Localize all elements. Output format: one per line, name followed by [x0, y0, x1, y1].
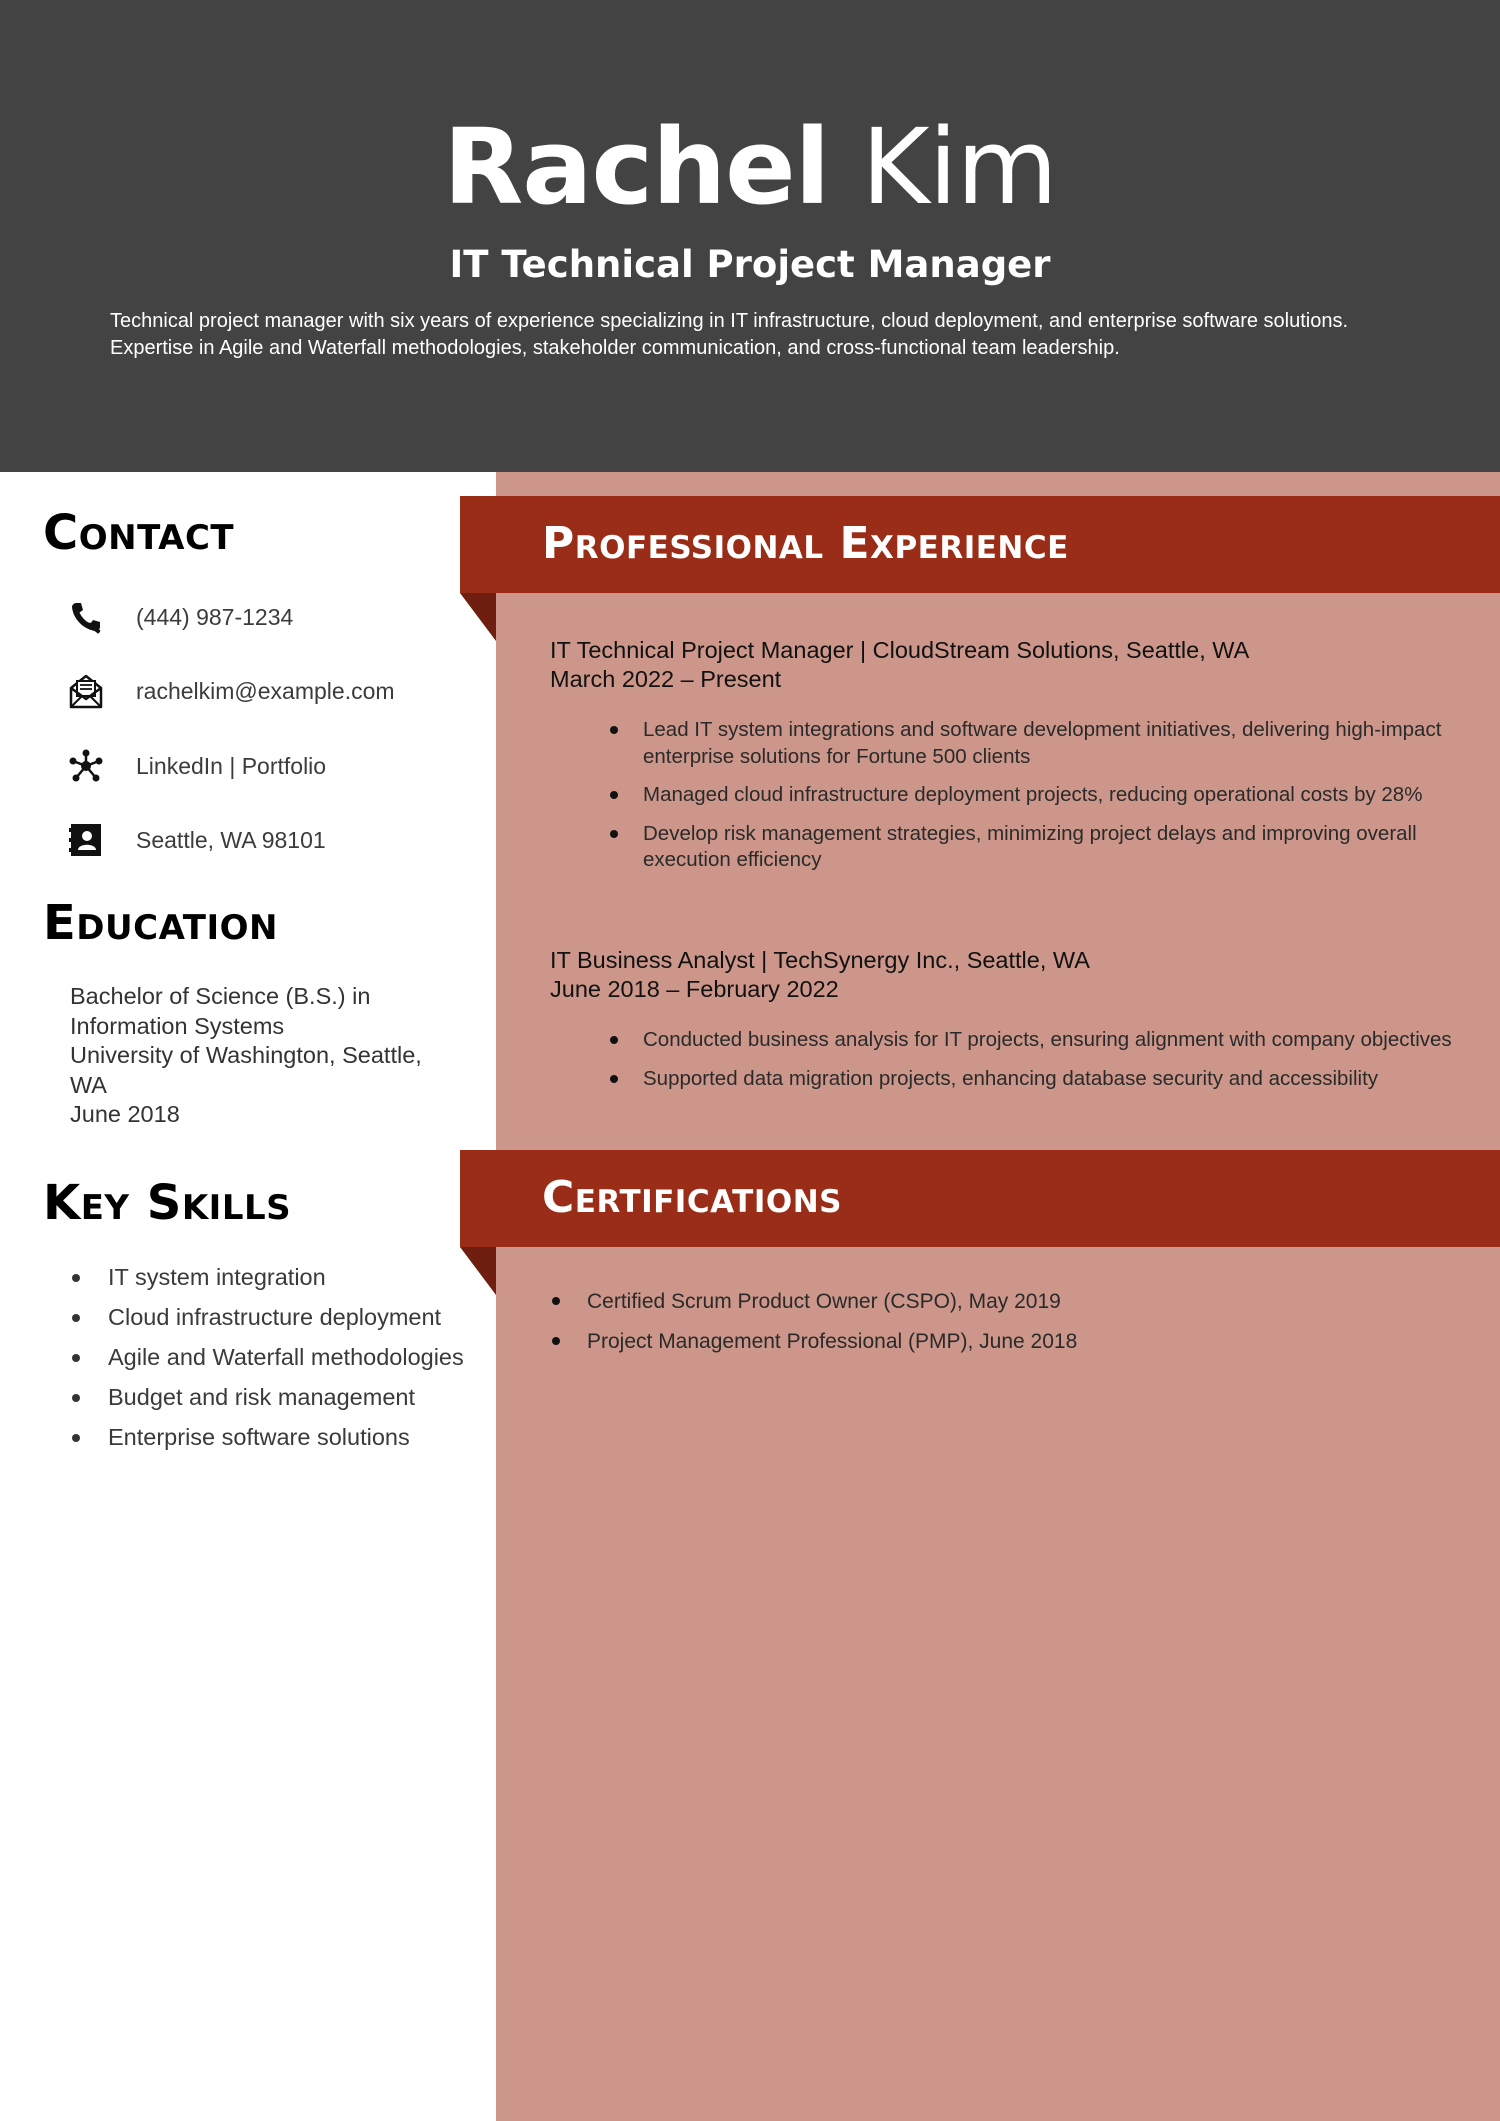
email-address: rachelkim@example.com [136, 677, 395, 704]
certifications-heading: Certifications [542, 1172, 842, 1223]
degree-line-1: Bachelor of Science (B.S.) in [70, 983, 371, 1009]
resume-header [0, 0, 1500, 472]
list-item: Budget and risk management [70, 1382, 480, 1412]
banner-fold [460, 593, 496, 641]
profile-links: LinkedIn | Portfolio [136, 752, 327, 779]
contact-phone [66, 595, 486, 639]
school-line-1: University of Washington, Seattle, [70, 1042, 422, 1068]
job-title-line: IT Technical Project Manager | CloudStream Solutions, Seattle, WA [550, 637, 1250, 663]
list-item: Agile and Waterfall methodologies [70, 1342, 480, 1372]
contact-email [66, 669, 486, 713]
list-item: Certified Scrum Product Owner (CSPO), May 2019 [552, 1288, 1452, 1315]
job-dates: March 2022 – Present [550, 666, 782, 692]
phone-icon [66, 597, 106, 637]
list-item: Develop risk management strategies, minimizing project delays and improving overall execution efficiency [610, 821, 1460, 874]
contact-location [66, 818, 486, 862]
phone-number: (444) 987-1234 [136, 603, 294, 630]
school-line-2: WA [70, 1071, 107, 1098]
list-item: Managed cloud infrastructure deployment projects, reducing operational costs by 28% [610, 782, 1460, 809]
list-item: Lead IT system integrations and software development initiatives, delivering high-impact enterprise solutions for Fortune 500 clients [610, 717, 1460, 770]
job-dates: June 2018 – February 2022 [550, 976, 839, 1002]
contact-links [66, 744, 486, 788]
list-item: Supported data migration projects, enhancing database security and accessibility [610, 1066, 1460, 1093]
skills-heading: Key Skills [43, 1175, 292, 1231]
network-icon [66, 746, 106, 786]
experience-banner [460, 496, 1500, 593]
list-item: Project Management Professional (PMP), June 2018 [552, 1328, 1452, 1355]
location: Seattle, WA 98101 [136, 826, 326, 853]
list-item: Cloud infrastructure deployment [70, 1302, 480, 1332]
job-title-line: IT Business Analyst | TechSynergy Inc., Seattle, WA [550, 947, 1090, 973]
list-item: Conducted business analysis for IT projects, ensuring alignment with company objectives [610, 1027, 1460, 1054]
contact-heading: Contact [43, 505, 235, 561]
first-name: Rachel [443, 106, 830, 228]
job-bullets [610, 1027, 1460, 1104]
list-item: Enterprise software solutions [70, 1422, 480, 1452]
skills-list [70, 1262, 480, 1462]
last-name: Kim [861, 106, 1057, 228]
candidate-name [0, 105, 1500, 229]
graduation-date: June 2018 [70, 1101, 180, 1127]
education-heading: Education [43, 895, 278, 951]
contact-card-icon [66, 820, 106, 860]
banner-fold [460, 1247, 496, 1295]
degree-line-2: Information Systems [70, 1012, 285, 1039]
certifications-banner [460, 1150, 1500, 1247]
list-item: IT system integration [70, 1262, 480, 1292]
job-header [550, 946, 1450, 1004]
experience-heading: Professional Experience [542, 518, 1069, 569]
summary: Technical project manager with six years of experience specializing in IT infrastructure, cloud deployment, and enterprise software solutions. Expertise in Agile and Waterfall methodologies, stakeholder communication, and cross-functional team leadership. [110, 310, 1349, 359]
certifications-list [552, 1288, 1452, 1368]
job-bullets [610, 717, 1460, 886]
job-header [550, 636, 1450, 694]
education-entry [70, 982, 470, 1130]
envelope-icon [66, 671, 106, 711]
job-title: IT Technical Project Manager [449, 243, 1051, 286]
